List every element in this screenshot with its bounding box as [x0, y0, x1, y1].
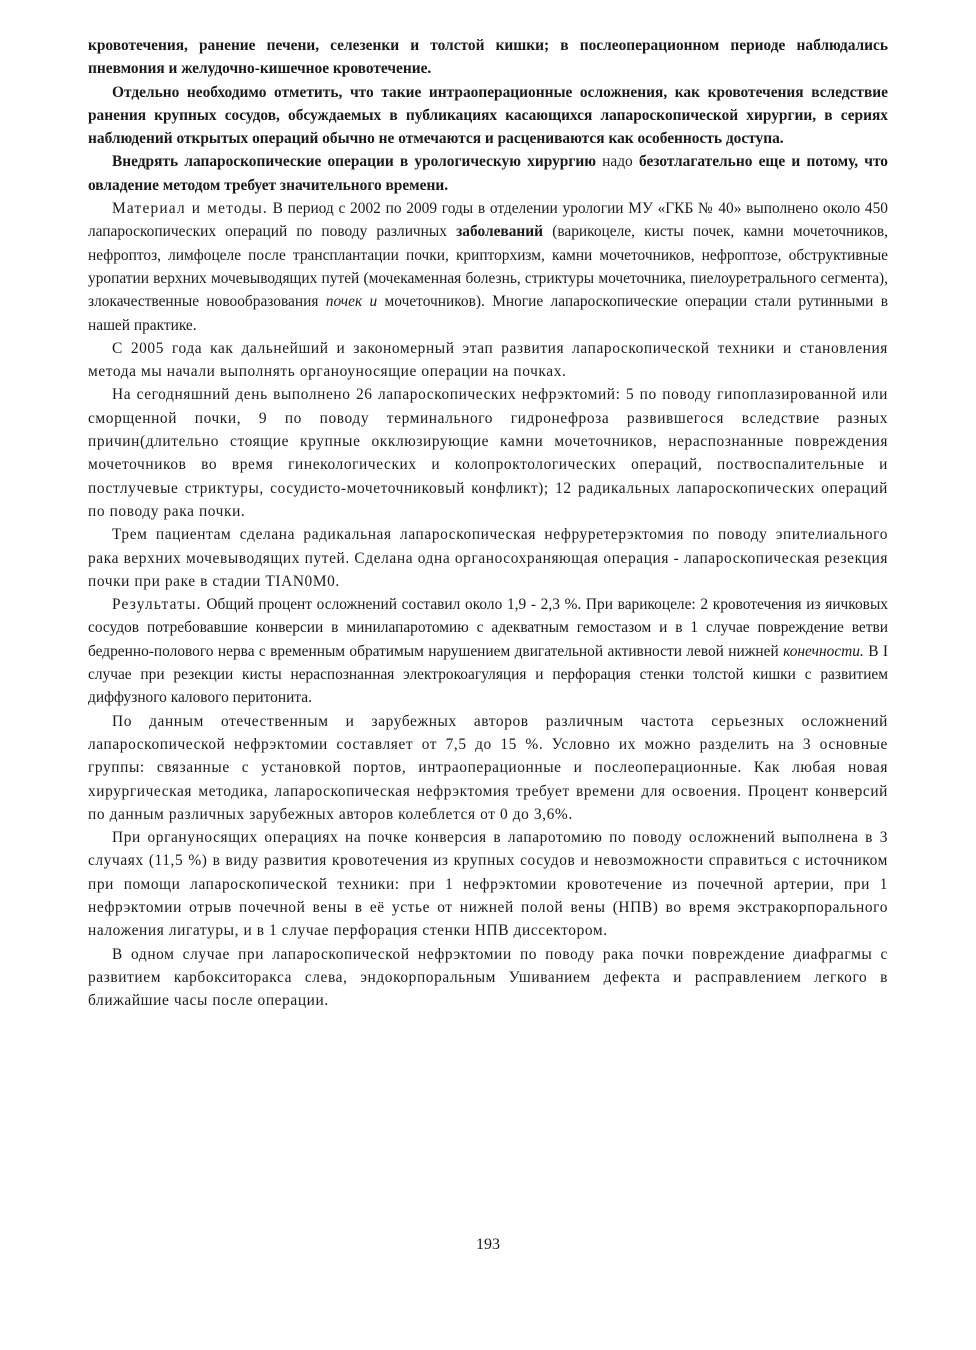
paragraph-11: В одном случае при лапароскопической нефрэктомии по поводу рака почки повреждение диафрагмы с развитием карбокситоракса слева, эндокорпоральным Ушиванием дефекта и расправлением легкого в ближайшие часы после операции.: [88, 945, 888, 1010]
paragraph-3-bold-2: безотлагательно еще и потому, что овладение методом требует значительного времени.: [88, 153, 888, 194]
materials-italic: почек и: [325, 293, 378, 311]
results-heading: Результаты.: [112, 596, 202, 614]
results-text-b: В I случае при резекции кисты нераспознанная электрокоагуляция и перфорация стенки толстой кишки с развитием диффузного калового перитонита.: [88, 642, 888, 707]
paragraph-3-bold: Внедрять лапароскопические операции в урологическую хирургию: [112, 153, 596, 171]
document-body: [88, 34, 888, 1012]
paragraph-10: При органуносящих операциях на почке конверсия в лапаротомию по поводу осложнений выполнена в 3 случаях (11,5 %) в виду развития кровотечения из крупных сосудов и невозможности справиться с источником при помощи лапароскопической техники: при 1 нефрэктомии кровотечение из почечной артерии, при 1 нефрэктомии отрыв почечной вены в её устье от нижней полой вены (НПВ) во время экстракорпорального наложения лигатуры, и в 1 случае перфорация стенки НПВ диссектором.: [88, 829, 888, 940]
paragraph-3-normal: надо: [595, 153, 639, 171]
paragraph-materials: [88, 197, 888, 337]
paragraph-results: [88, 593, 888, 709]
results-text-a: Общий процент осложнений составил около 1,9 - 2,3 %. При варикоцеле: 2 кровотечения из яичковых сосудов потребовавшие конверсии в минилапаротомию с адекватным гемостазом и в 1 случае повреждение ветви бедренно-полового нерва с временным обратимым нарушением двигательной активности левой нижней: [88, 596, 888, 660]
materials-text-c: мочеточников). Многие лапароскопические операции стали рутинными в нашей практике.: [88, 293, 888, 334]
paragraph-5: С 2005 года как дальнейший и закономерный этап развития лапароскопической техники и становления метода мы начали выполнять органоуносящие операции на почках.: [88, 339, 888, 381]
materials-heading: Материал и методы.: [112, 200, 268, 218]
paragraph-2: Отдельно необходимо отметить, что такие интраоперационные осложнения, как кровотечения вследствие ранения крупных сосудов, обсуждаемых в публикациях касающихся лапароскопической хирургии, в сериях наблюдений открытых операций обычно не отмечаются и расцениваются как особенность доступа.: [88, 83, 888, 148]
paragraph-1: кровотечения, ранение печени, селезенки и толстой кишки; в послеоперационном периоде наблюдались пневмония и желудочно-кишечное кровотечение.: [88, 37, 888, 78]
page-number: 193: [476, 1236, 500, 1253]
results-italic: конечности.: [783, 642, 864, 660]
paragraph-7: Трем пациентам сделана радикальная лапароскопическая нефруретерэктомия по поводу эпителиального рака верхних мочевыводящих путей. Сделана одна органосохраняющая операция - лапароскопическая резекция почки при раке в стадии TIAN0M0.: [88, 526, 888, 590]
paragraph-6: На сегодняшний день выполнено 26 лапароскопических нефрэктомий: 5 по поводу гипоплазированной или сморщенной почки, 9 по поводу терминального гидронефроза развившегося вследствие разных причин(длительно стоящие крупные окклюзирующие камни мочеточников, нераспознанные повреждения мочеточников во время гинекологических и колопроктологических операций, поствоспалительные и постлучевые стриктуры, сосудисто-мочеточниковый конфликт); 12 радикальных лапароскопических операций по поводу рака почки.: [88, 386, 888, 520]
paragraph-3: [88, 150, 888, 197]
materials-bold: заболеваний: [456, 223, 544, 241]
materials-text-a: В период с 2002 по 2009 годы в отделении урологии МУ «ГКБ № 40» выполнено около 450 лапароскопических операций по поводу различных: [88, 200, 888, 241]
materials-text-b: (варикоцеле, кисты почек, камни мочеточников, нефроптоз, лимфоцеле после трансплантации почки, крипторхизм, камни мочеточников, нефроптозе, обструктивные уропатии верхних мочевыводящих путей (мочекаменная болезнь, стриктуры мочеточника, пиелоуретрального сегмента), злокачественные новообразования: [88, 223, 888, 311]
paragraph-9: По данным отечественным и зарубежных авторов различным частота серьезных осложнений лапароскопической нефрэктомии составляет от 7,5 до 15 %. Условно их можно разделить на 3 основные группы: связанные с установкой портов, интраоперационные и послеоперационные. Как любая новая хирургическая методика, лапароскопическая нефрэктомия требует времени для освоения. Процент конверсий по данным различных зарубежных авторов колеблется от 0 до 3,6%.: [88, 712, 888, 823]
